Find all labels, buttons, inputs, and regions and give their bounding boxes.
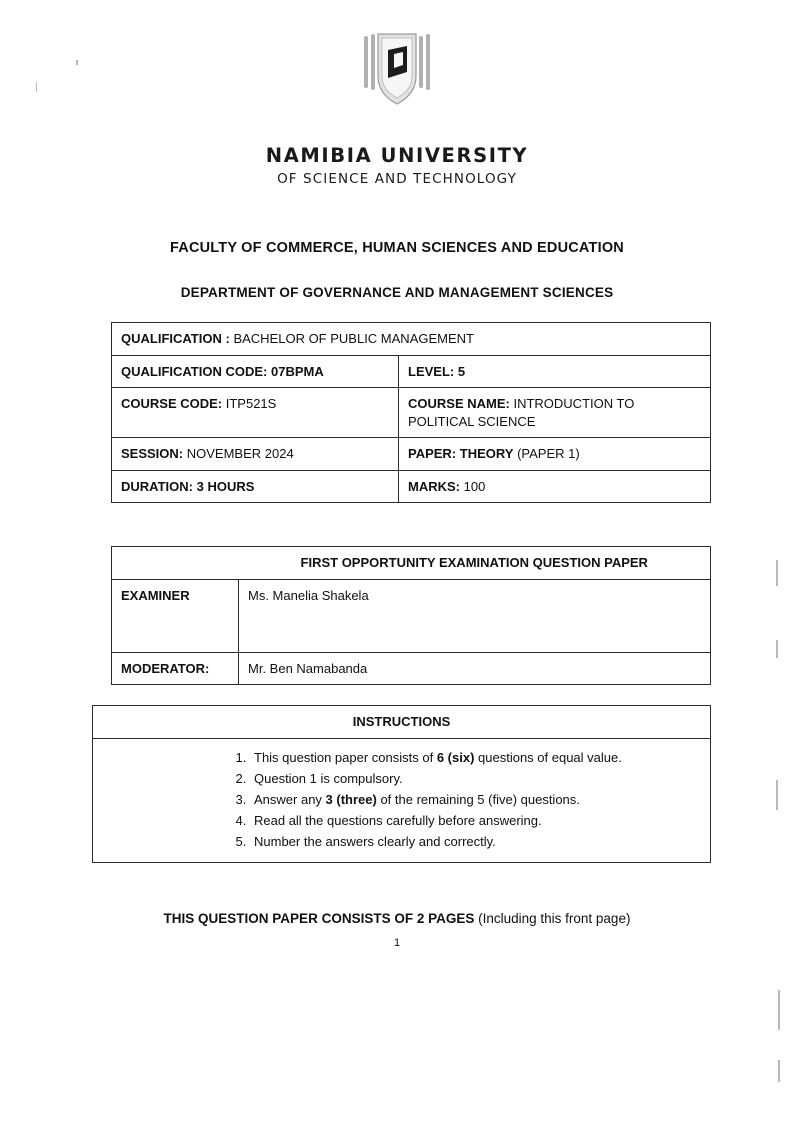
- instruction-pre: Read all the questions carefully before answering.: [254, 812, 542, 828]
- paper-cell: [399, 438, 711, 471]
- instruction-pre: Answer any: [254, 791, 326, 807]
- table-row: [112, 579, 711, 652]
- page-number: 1: [393, 937, 401, 949]
- level-cell: [399, 355, 711, 388]
- instruction-pre: Question 1 is compulsory.: [254, 770, 403, 786]
- instructions-body: [93, 738, 711, 862]
- duration-value: 3 HOURS: [196, 478, 255, 494]
- qualification-label: QUALIFICATION :: [121, 331, 230, 346]
- scan-speck: [778, 1060, 780, 1082]
- list-item: [250, 810, 701, 831]
- course-code-cell: [112, 388, 399, 438]
- nust-shield-logo-icon: [354, 32, 440, 118]
- paper-value: (PAPER 1): [517, 446, 580, 462]
- session-label: SESSION:: [121, 446, 184, 462]
- qualification-code-label: QUALIFICATION CODE:: [121, 363, 268, 379]
- qualification-table: [111, 322, 711, 503]
- examiner-title-spacer: [112, 547, 239, 580]
- table-row: [112, 355, 711, 388]
- level-value: 5: [457, 363, 466, 379]
- course-code-label: COURSE CODE:: [121, 396, 223, 412]
- table-row: [112, 323, 711, 356]
- scan-speck: [778, 990, 780, 1030]
- course-name-value: INTRODUCTION TO POLITICAL SCIENCE: [408, 396, 635, 429]
- list-item: [250, 831, 701, 852]
- session-value: NOVEMBER 2024: [186, 446, 294, 462]
- page-count-normal: (Including this front page): [478, 911, 631, 926]
- instruction-pre: Number the answers clearly and correctly.: [254, 833, 496, 849]
- university-subtitle: OF SCIENCE AND TECHNOLOGY: [277, 171, 517, 187]
- course-code-value: ITP521S: [225, 396, 277, 412]
- table-row: [112, 547, 711, 580]
- marks-label: MARKS:: [408, 478, 460, 494]
- table-row: [93, 738, 711, 862]
- level-label: LEVEL:: [408, 363, 455, 379]
- scan-speck: [76, 60, 78, 65]
- course-name-label: COURSE NAME:: [408, 396, 510, 412]
- list-item: [250, 789, 701, 810]
- instruction-bold: 6 (six): [436, 749, 475, 765]
- table-row: [112, 652, 711, 685]
- scan-speck: [36, 82, 37, 92]
- course-name-cell: [399, 388, 711, 438]
- qualification-code-cell: [112, 355, 399, 388]
- instructions-list: [102, 747, 701, 852]
- instructions-table: [92, 705, 711, 863]
- instruction-post: questions of equal value.: [474, 749, 622, 765]
- table-row: [112, 388, 711, 438]
- page-count-note: [0, 911, 794, 926]
- examiner-value: Ms. Manelia Shakela: [239, 579, 711, 652]
- scan-speck: [776, 780, 778, 810]
- table-row: [112, 470, 711, 503]
- scan-speck: [776, 640, 778, 658]
- moderator-value: Mr. Ben Namabanda: [239, 652, 711, 685]
- qualification-value: BACHELOR OF PUBLIC MANAGEMENT: [233, 331, 474, 346]
- duration-label: DURATION:: [121, 478, 193, 494]
- table-row: [112, 438, 711, 471]
- duration-cell: [112, 470, 399, 503]
- qualification-code-value: 07BPMA: [270, 363, 324, 379]
- instruction-pre: This question paper consists of: [254, 749, 437, 765]
- logo-container: [0, 32, 794, 118]
- paper-label: PAPER: THEORY: [408, 446, 514, 462]
- examination-paper-title: FIRST OPPORTUNITY EXAMINATION QUESTION PAPER: [239, 547, 711, 580]
- session-cell: [112, 438, 399, 471]
- page-count-bold: THIS QUESTION PAPER CONSISTS OF 2 PAGES: [163, 911, 475, 926]
- university-name: NAMIBIA UNIVERSITY: [265, 144, 529, 167]
- examiner-label: EXAMINER: [112, 579, 239, 652]
- scan-speck: [776, 560, 778, 586]
- marks-value: 100: [463, 478, 486, 494]
- list-item: [250, 747, 701, 768]
- moderator-label: MODERATOR:: [112, 652, 239, 685]
- instruction-post: of the remaining 5 (five) questions.: [376, 791, 580, 807]
- instructions-title: INSTRUCTIONS: [93, 706, 711, 739]
- marks-cell: [399, 470, 711, 503]
- department-name: DEPARTMENT OF GOVERNANCE AND MANAGEMENT SCIENCES: [180, 285, 614, 300]
- list-item: [250, 768, 701, 789]
- instruction-bold: 3 (three): [325, 791, 377, 807]
- table-row: [93, 706, 711, 739]
- university-title-block: [0, 144, 794, 187]
- qualification-cell: [112, 323, 711, 356]
- faculty-name: FACULTY OF COMMERCE, HUMAN SCIENCES AND EDUCATION: [170, 240, 624, 256]
- examiner-table: [111, 546, 711, 685]
